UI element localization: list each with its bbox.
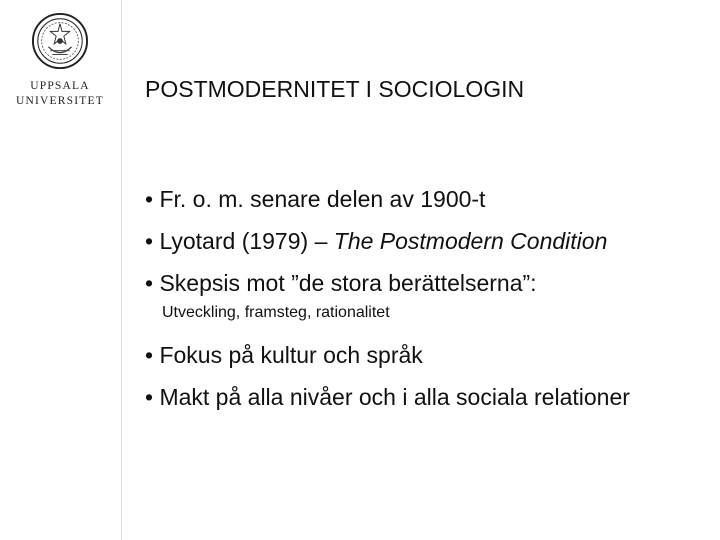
bullet-item: • Fokus på kultur och språk bbox=[145, 342, 423, 368]
sub-bullet: Utveckling, framsteg, rationalitet bbox=[162, 304, 390, 321]
bullet-item bbox=[145, 227, 705, 256]
bullet-list bbox=[145, 185, 705, 425]
uppsala-university-logo bbox=[10, 12, 110, 112]
vertical-divider bbox=[121, 0, 122, 540]
university-name-line2: UNIVERSITET bbox=[16, 95, 104, 107]
book-title: The Postmodern Condition bbox=[333, 228, 608, 254]
university-name bbox=[10, 79, 110, 109]
bullet-item: • Makt på alla nivåer och i alla sociala relationer bbox=[145, 384, 630, 410]
bullet-item: • Skepsis mot ”de stora berättelserna”: bbox=[145, 270, 537, 296]
university-name-line1: UPPSALA bbox=[30, 80, 90, 92]
university-seal-icon bbox=[31, 12, 89, 70]
bullet-prefix: • Lyotard (1979) – bbox=[145, 228, 334, 254]
slide-title: POSTMODERNITET I SOCIOLOGIN bbox=[145, 76, 525, 102]
bullet-item: • Fr. o. m. senare delen av 1900-t bbox=[145, 186, 486, 212]
